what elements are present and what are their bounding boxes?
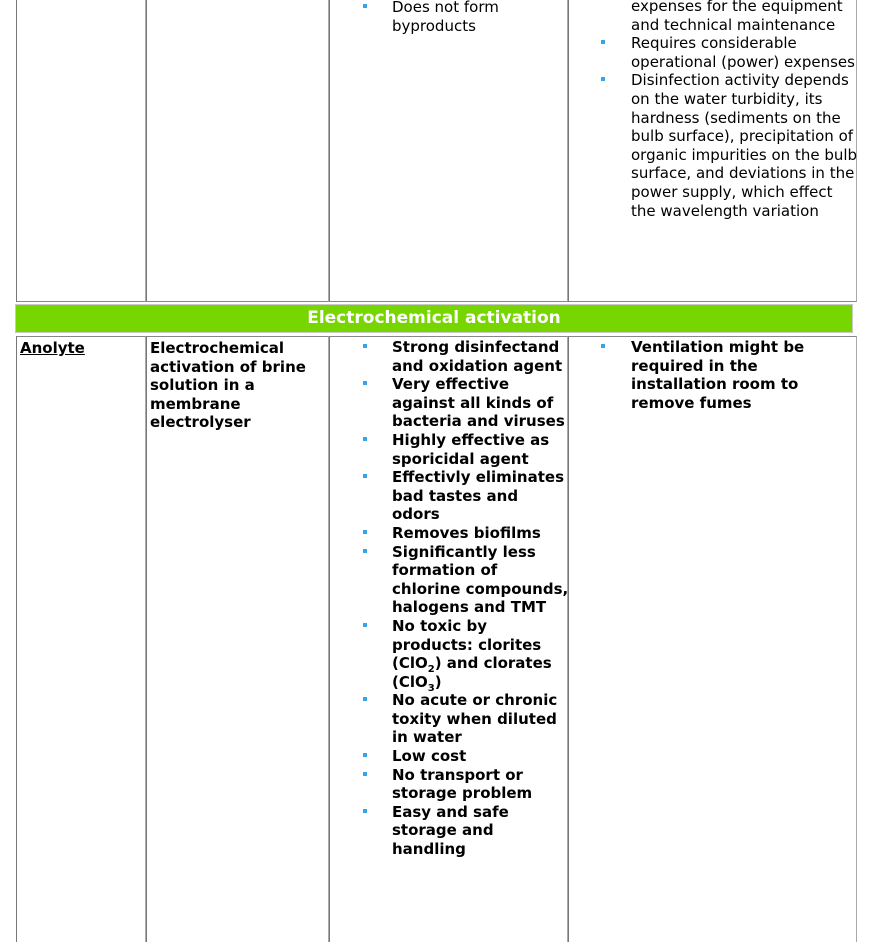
bullet-icon [601, 40, 605, 44]
bullet-icon [363, 437, 367, 441]
uv-disadvantages-list [569, 0, 858, 220]
bullet-icon [363, 474, 367, 478]
list-item: No acute or chronic toxity when diluted in water [330, 691, 569, 747]
bullet-icon [601, 77, 605, 81]
list-item: Does not form byproducts [330, 0, 569, 35]
list-item: Strong disinfectand and oxidation agent [330, 338, 569, 375]
uv-name-cell [16, 0, 146, 302]
bullet-icon [363, 772, 367, 776]
list-item: Requires considerable operational (power) expenses [569, 34, 858, 71]
list-item: Removes biofilms [330, 524, 569, 543]
bullet-icon [601, 344, 605, 348]
list-item: Disinfection activity depends on the water turbidity, its hardness (sediments on the bulb surface), precipitation of organic impurities on the bulb surface, and deviations in the power supply, which effect the wavelength variation [569, 71, 858, 220]
uv-advantages-cell [329, 0, 568, 302]
bullet-icon [363, 623, 367, 627]
bullet-icon [363, 381, 367, 385]
list-item: Effectivly eliminates bad tastes and odors [330, 468, 569, 524]
uv-description-cell [146, 0, 329, 302]
list-item: No transport or storage problem [330, 766, 569, 803]
anolyte-description: Electrochemical activation of brine solution in a membrane electrolyser [150, 339, 306, 432]
bullet-icon [363, 549, 367, 553]
anolyte-disadvantages-list [569, 338, 858, 412]
list-item: Low cost [330, 747, 569, 766]
bullet-icon [363, 344, 367, 348]
bullet-icon [363, 753, 367, 757]
list-item: Highly effective as sporicidal agent [330, 431, 569, 468]
uv-disadvantages-cell [568, 0, 857, 302]
comparison-table [14, 0, 857, 941]
list-item: Very effective against all kinds of bacteria and viruses [330, 375, 569, 431]
anolyte-advantages-list [330, 338, 569, 859]
list-item: expenses for the equipment and technical maintenance [631, 0, 843, 34]
section-header-electrochemical: Electrochemical activation [16, 305, 852, 332]
list-item: Easy and safe storage and handling [330, 803, 569, 859]
anolyte-name-cell [16, 336, 146, 942]
list-item: Significantly less formation of chlorine compounds, halogens and TMT [330, 543, 569, 617]
bullet-icon [363, 697, 367, 701]
bullet-icon [363, 809, 367, 813]
anolyte-name: Anolyte [20, 339, 85, 357]
anolyte-disadvantages-cell [568, 336, 857, 942]
anolyte-advantages-cell [329, 336, 568, 942]
uv-advantages-list [330, 0, 569, 35]
bullet-icon [363, 530, 367, 534]
bullet-icon [363, 4, 367, 8]
list-item: No toxic by products: clorites (ClO$_2$) and clorates (ClO$_3$) [330, 617, 569, 691]
list-item: Ventilation might be required in the installation room to remove fumes [569, 338, 858, 412]
anolyte-description-cell [146, 336, 329, 942]
